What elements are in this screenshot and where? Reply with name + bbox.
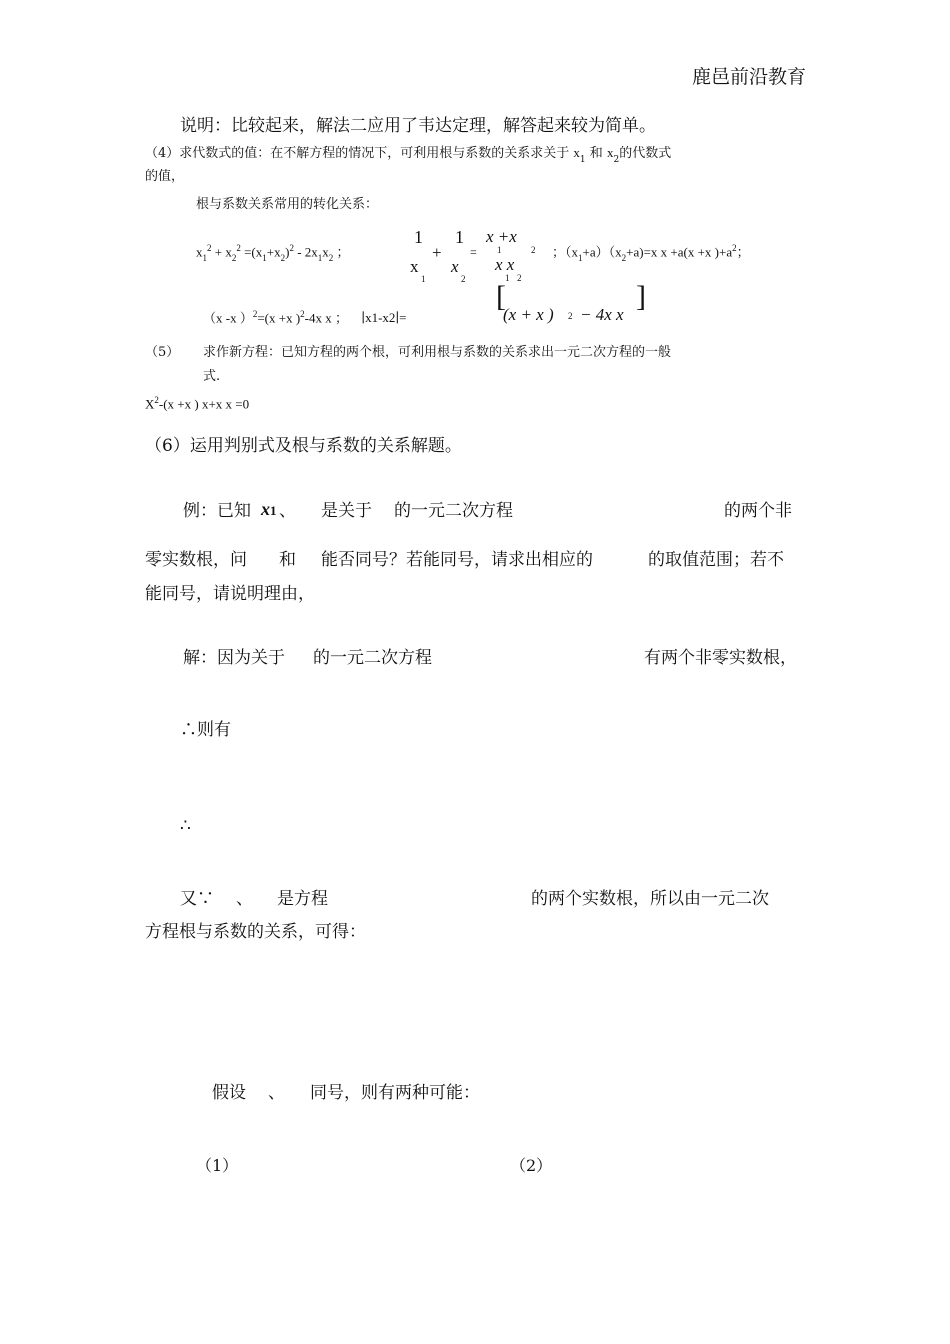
square: 2 [154, 395, 159, 405]
sub-2: 2 [621, 253, 627, 264]
x-symbol: x [410, 257, 419, 276]
example-text-a: 例：已知 [183, 501, 251, 521]
assume-b: 、 [268, 1083, 285, 1103]
also-a: 又∵ [180, 889, 214, 909]
plus-a: +a）（x [582, 244, 622, 260]
example-line2-b: 和 [279, 550, 296, 570]
square: 2 [236, 243, 241, 253]
sub-1: 1 [505, 273, 510, 283]
equals: =(x [244, 244, 263, 260]
sub-1: 1 [579, 155, 586, 165]
x-symbol: x [225, 244, 232, 260]
also-b: 、 [236, 889, 253, 909]
radical-square: 2 [568, 311, 573, 321]
sub-1: 1 [497, 245, 502, 255]
close-paren: ) [285, 244, 290, 260]
square: 2 [252, 309, 258, 319]
example-text-c: 是关于 [321, 501, 372, 521]
also-c: 是方程 [277, 889, 328, 909]
radical-left-bracket: [ [496, 280, 506, 313]
sub-1: 1 [578, 253, 583, 264]
square: 2 [732, 243, 737, 253]
example-line2-c: 能否同号？若能同号，请求出相应的 [321, 550, 593, 570]
plus-x: +x [266, 244, 281, 260]
solution-a: 解：因为关于 [183, 648, 285, 668]
sub-1: 1 [262, 253, 267, 264]
semicolon: ； [335, 310, 349, 326]
example-text-e: 的两个非 [724, 501, 792, 521]
section-4-text: （4）求代数式的值：在不解方程的情况下，可利用根与系数的关系求关于 [145, 146, 570, 161]
square: 2 [207, 243, 212, 253]
section-4-line1 [145, 145, 672, 165]
frac-x2: x [451, 257, 459, 276]
frac-denominator: x x [495, 255, 515, 274]
case-2: （2） [510, 1156, 553, 1175]
sub-2: 2 [231, 253, 237, 264]
x-symbol: x [606, 145, 614, 160]
therefore-line-1: ∴则有 [180, 720, 231, 740]
section-5-formula [145, 396, 249, 410]
radical-sum: (x + x ) [503, 305, 554, 324]
product-expansion: +a)=x x +a(x +x )+a [626, 244, 733, 260]
section-5-number: （5） [145, 345, 180, 360]
relations-title: 根与系数关系常用的转化关系： [196, 197, 379, 212]
formula-product [552, 243, 750, 264]
sub-2: 2 [461, 274, 466, 284]
frac-numerator: x +x [486, 227, 517, 246]
semicolon: ； [736, 244, 750, 260]
sub-1: 1 [202, 253, 207, 264]
formula-sum-squares [196, 243, 350, 264]
equals: = [470, 245, 477, 259]
sub-1: 1 [317, 253, 323, 264]
assume-a: 假设 [212, 1083, 246, 1103]
x-symbol: X [145, 396, 155, 412]
section-4-text-end: 的代数式 [619, 146, 672, 161]
frac-x1 [410, 258, 419, 275]
note-paragraph: 说明：比较起来，解法二应用了韦达定理，解答起来较为简单。 [180, 116, 656, 136]
plus: + [432, 243, 442, 262]
square: 2 [300, 309, 305, 319]
example-text-d: 的一元二次方程 [394, 501, 513, 521]
radical-minus-product: − 4x x [580, 305, 624, 324]
section-4-line2: 的值， [145, 169, 185, 184]
sub-2: 2 [328, 253, 334, 264]
formula-diff-square [203, 310, 407, 324]
header-org: 鹿邑前沿教育 [692, 66, 807, 88]
sum-square: =(x +x ) [257, 310, 301, 326]
also-d: 的两个实数根，所以由一元二次 [531, 889, 769, 909]
solution-c: 有两个非零实数根， [644, 648, 797, 668]
therefore-line-2: ∴ [180, 816, 191, 836]
x-symbol: x [261, 499, 270, 519]
section-6: （6）运用判别式及根与系数的关系解题。 [145, 436, 462, 456]
square: 2 [289, 243, 294, 253]
solution-b: 的一元二次方程 [313, 648, 432, 668]
x-symbol: x [573, 145, 580, 160]
example-line2-d: 的取值范围；若不 [648, 550, 784, 570]
open-x: （x [565, 244, 579, 260]
sub-2: 2 [613, 155, 620, 165]
diff-lhs: （x -x ） [203, 310, 253, 326]
semicolon: ； [552, 244, 566, 260]
sub-2: 2 [280, 253, 286, 264]
sub-2: 2 [531, 245, 536, 255]
assume-c: 同号，则有两种可能： [310, 1083, 480, 1103]
section-5-text2: 式. [203, 369, 221, 384]
example-line2-a: 零实数根，问 [145, 550, 247, 570]
x-symbol: x [196, 244, 203, 260]
and-word: 和 [589, 146, 603, 161]
also-line2: 方程根与系数的关系，可得： [145, 922, 366, 942]
abs-difference: ∣x1-x2∣= [361, 310, 407, 326]
radical-right-bracket: ] [636, 280, 646, 313]
sub-1: 1 [270, 503, 277, 518]
frac-one: 1 [414, 227, 423, 247]
example-x1 [261, 500, 277, 518]
frac-one: 1 [455, 227, 464, 247]
semicolon: ； [336, 244, 350, 260]
sub-1: 1 [421, 274, 426, 284]
x-symbol: x [322, 244, 329, 260]
sub-2: 2 [517, 273, 522, 283]
case-1: （1） [196, 1156, 239, 1175]
plus: + [214, 244, 223, 260]
example-line3: 能同号，请说明理由， [145, 584, 315, 604]
example-text-b: 、 [279, 501, 296, 521]
minus-4-product: -4x x [304, 310, 332, 326]
section-5-text: 求作新方程：已知方程的两个根，可利用根与系数的关系求出一元二次方程的一般 [203, 345, 672, 360]
minus-2x: - 2x [297, 244, 318, 260]
formula-rest: -(x +x ) x+x x =0 [158, 396, 250, 412]
